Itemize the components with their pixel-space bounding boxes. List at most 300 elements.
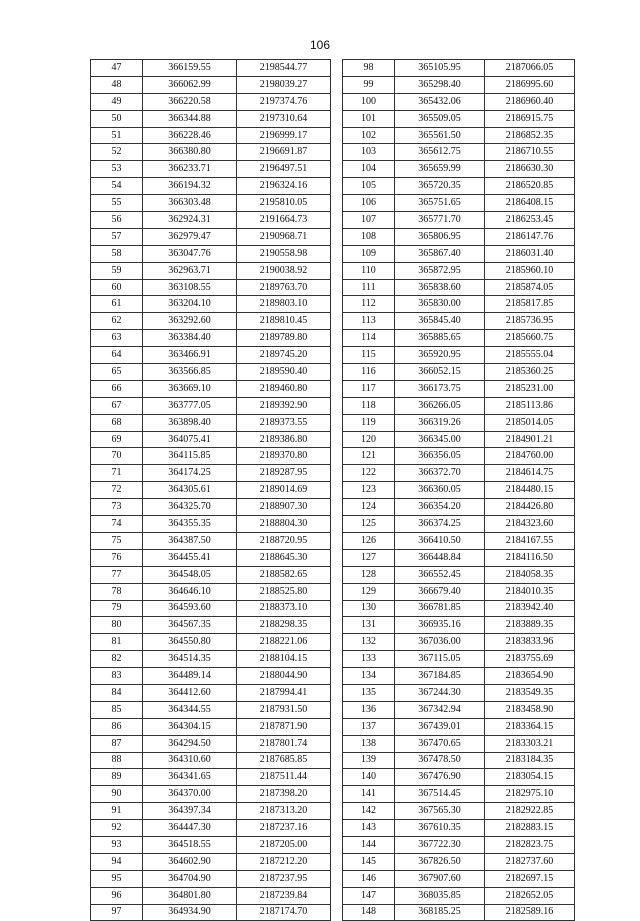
x-coordinate-cell: 365298.40 [395,76,485,93]
point-number-cell: 142 [343,803,395,820]
x-coordinate-cell: 365885.65 [395,330,485,347]
x-coordinate-cell: 363898.40 [143,414,237,431]
x-coordinate-cell: 367439.01 [395,718,485,735]
table-row [343,431,575,448]
point-number-cell: 148 [343,904,395,921]
y-coordinate-cell: 2188645.30 [237,549,331,566]
y-coordinate-cell: 2187398.20 [237,786,331,803]
y-coordinate-cell: 2182697.15 [485,870,575,887]
x-coordinate-cell: 366266.05 [395,397,485,414]
point-number-cell: 53 [91,161,143,178]
x-coordinate-cell: 364934.90 [143,904,237,921]
x-coordinate-cell: 366356.05 [395,448,485,465]
table-row [91,566,331,583]
x-coordinate-cell: 366159.55 [143,60,237,77]
point-number-cell: 129 [343,583,395,600]
point-number-cell: 80 [91,617,143,634]
table-row [91,549,331,566]
point-number-cell: 114 [343,330,395,347]
x-coordinate-cell: 364294.50 [143,735,237,752]
point-number-cell: 88 [91,752,143,769]
table-row [343,60,575,77]
x-coordinate-cell: 365509.05 [395,110,485,127]
point-number-cell: 82 [91,651,143,668]
x-coordinate-cell: 367476.90 [395,769,485,786]
y-coordinate-cell: 2189789.80 [237,330,331,347]
table-row [91,414,331,431]
y-coordinate-cell: 2183184.35 [485,752,575,769]
table-row [343,76,575,93]
x-coordinate-cell: 368035.85 [395,887,485,904]
table-row [343,262,575,279]
table-row [91,668,331,685]
y-coordinate-cell: 2182883.15 [485,820,575,837]
table-row [91,904,331,921]
table-row [343,465,575,482]
y-coordinate-cell: 2187931.50 [237,701,331,718]
y-coordinate-cell: 2185817.85 [485,296,575,313]
table-row [91,516,331,533]
point-number-cell: 101 [343,110,395,127]
table-row [343,853,575,870]
page-number: 106 [309,38,331,52]
point-number-cell: 106 [343,195,395,212]
point-number-cell: 147 [343,887,395,904]
point-number-cell: 94 [91,853,143,870]
y-coordinate-cell: 2188044.90 [237,668,331,685]
x-coordinate-cell: 364355.35 [143,516,237,533]
x-coordinate-cell: 366448.84 [395,549,485,566]
table-row [343,870,575,887]
table-row [343,684,575,701]
table-row [343,228,575,245]
point-number-cell: 140 [343,769,395,786]
point-number-cell: 109 [343,245,395,262]
y-coordinate-cell: 2190558.98 [237,245,331,262]
coordinates-table-right [342,59,575,921]
y-coordinate-cell: 2189803.10 [237,296,331,313]
point-number-cell: 86 [91,718,143,735]
table-row [343,516,575,533]
y-coordinate-cell: 2186253.45 [485,212,575,229]
y-coordinate-cell: 2184614.75 [485,465,575,482]
table-row [343,786,575,803]
y-coordinate-cell: 2187237.16 [237,820,331,837]
table-row [343,752,575,769]
point-number-cell: 120 [343,431,395,448]
y-coordinate-cell: 2188582.65 [237,566,331,583]
table-row [91,262,331,279]
x-coordinate-cell: 365806.95 [395,228,485,245]
y-coordinate-cell: 2184058.35 [485,566,575,583]
table-row [91,617,331,634]
y-coordinate-cell: 2189370.80 [237,448,331,465]
point-number-cell: 96 [91,887,143,904]
table-row [91,347,331,364]
point-number-cell: 91 [91,803,143,820]
table-row [343,448,575,465]
y-coordinate-cell: 2189392.90 [237,397,331,414]
point-number-cell: 83 [91,668,143,685]
x-coordinate-cell: 364115.85 [143,448,237,465]
table-row [343,313,575,330]
x-coordinate-cell: 368185.25 [395,904,485,921]
x-coordinate-cell: 366372.70 [395,465,485,482]
point-number-cell: 87 [91,735,143,752]
table-row [343,701,575,718]
table-row [91,634,331,651]
table-row [343,566,575,583]
y-coordinate-cell: 2187237.95 [237,870,331,887]
y-coordinate-cell: 2189386.80 [237,431,331,448]
y-coordinate-cell: 2185113.86 [485,397,575,414]
x-coordinate-cell: 366062.99 [143,76,237,93]
y-coordinate-cell: 2188525.80 [237,583,331,600]
x-coordinate-cell: 363047.76 [143,245,237,262]
table-row [91,836,331,853]
x-coordinate-cell: 366781.85 [395,600,485,617]
y-coordinate-cell: 2184901.21 [485,431,575,448]
y-coordinate-cell: 2187174.70 [237,904,331,921]
x-coordinate-cell: 366345.00 [395,431,485,448]
point-number-cell: 113 [343,313,395,330]
table-row [343,144,575,161]
x-coordinate-cell: 366303.48 [143,195,237,212]
y-coordinate-cell: 2184480.15 [485,482,575,499]
point-number-cell: 68 [91,414,143,431]
table-row [91,887,331,904]
point-number-cell: 69 [91,431,143,448]
x-coordinate-cell: 365720.35 [395,178,485,195]
y-coordinate-cell: 2185960.10 [485,262,575,279]
point-number-cell: 57 [91,228,143,245]
point-number-cell: 56 [91,212,143,229]
table-row [91,583,331,600]
table-row [343,617,575,634]
point-number-cell: 143 [343,820,395,837]
point-number-cell: 108 [343,228,395,245]
y-coordinate-cell: 2187685.85 [237,752,331,769]
point-number-cell: 126 [343,532,395,549]
table-row [91,431,331,448]
x-coordinate-cell: 364548.05 [143,566,237,583]
point-number-cell: 66 [91,380,143,397]
table-row [91,195,331,212]
table-row [343,161,575,178]
point-number-cell: 115 [343,347,395,364]
y-coordinate-cell: 2182823.75 [485,836,575,853]
x-coordinate-cell: 367036.00 [395,634,485,651]
y-coordinate-cell: 2198544.77 [237,60,331,77]
table-row [343,634,575,651]
y-coordinate-cell: 2187239.84 [237,887,331,904]
y-coordinate-cell: 2186147.76 [485,228,575,245]
point-number-cell: 123 [343,482,395,499]
x-coordinate-cell: 365920.95 [395,347,485,364]
x-coordinate-cell: 364602.90 [143,853,237,870]
y-coordinate-cell: 2187511.44 [237,769,331,786]
table-row [91,76,331,93]
table-row [91,364,331,381]
y-coordinate-cell: 2188373.10 [237,600,331,617]
y-coordinate-cell: 2182922.85 [485,803,575,820]
y-coordinate-cell: 2185555.04 [485,347,575,364]
y-coordinate-cell: 2187212.20 [237,853,331,870]
x-coordinate-cell: 364325.70 [143,499,237,516]
x-coordinate-cell: 364304.15 [143,718,237,735]
x-coordinate-cell: 365612.75 [395,144,485,161]
table-row [91,752,331,769]
table-row [91,313,331,330]
point-number-cell: 59 [91,262,143,279]
table-row [343,803,575,820]
y-coordinate-cell: 2187871.90 [237,718,331,735]
x-coordinate-cell: 364646.10 [143,583,237,600]
table-row [91,330,331,347]
y-coordinate-cell: 2186995.60 [485,76,575,93]
table-row [91,684,331,701]
y-coordinate-cell: 2189590.40 [237,364,331,381]
x-coordinate-cell: 367342.94 [395,701,485,718]
point-number-cell: 90 [91,786,143,803]
y-coordinate-cell: 2183303.21 [485,735,575,752]
y-coordinate-cell: 2189460.80 [237,380,331,397]
point-number-cell: 138 [343,735,395,752]
y-coordinate-cell: 2188804.30 [237,516,331,533]
y-coordinate-cell: 2186408.15 [485,195,575,212]
y-coordinate-cell: 2183889.35 [485,617,575,634]
x-coordinate-cell: 367244.30 [395,684,485,701]
x-coordinate-cell: 365872.95 [395,262,485,279]
x-coordinate-cell: 364447.30 [143,820,237,837]
point-number-cell: 48 [91,76,143,93]
table-row [343,668,575,685]
x-coordinate-cell: 364801.80 [143,887,237,904]
x-coordinate-cell: 367184.85 [395,668,485,685]
point-number-cell: 125 [343,516,395,533]
x-coordinate-cell: 364341.65 [143,769,237,786]
table-row [343,330,575,347]
point-number-cell: 139 [343,752,395,769]
point-number-cell: 99 [343,76,395,93]
x-coordinate-cell: 364310.60 [143,752,237,769]
table-row [91,245,331,262]
point-number-cell: 117 [343,380,395,397]
table-row [343,279,575,296]
point-number-cell: 49 [91,93,143,110]
y-coordinate-cell: 2183054.15 [485,769,575,786]
x-coordinate-cell: 366173.75 [395,380,485,397]
y-coordinate-cell: 2186915.75 [485,110,575,127]
point-number-cell: 64 [91,347,143,364]
y-coordinate-cell: 2186852.35 [485,127,575,144]
point-number-cell: 92 [91,820,143,837]
y-coordinate-cell: 2187313.20 [237,803,331,820]
x-coordinate-cell: 367907.60 [395,870,485,887]
point-number-cell: 77 [91,566,143,583]
point-number-cell: 102 [343,127,395,144]
point-number-cell: 97 [91,904,143,921]
table-row [343,397,575,414]
point-number-cell: 79 [91,600,143,617]
x-coordinate-cell: 363204.10 [143,296,237,313]
x-coordinate-cell: 364344.55 [143,701,237,718]
x-coordinate-cell: 362979.47 [143,228,237,245]
x-coordinate-cell: 365867.40 [395,245,485,262]
table-row [343,347,575,364]
table-body [343,60,575,921]
point-number-cell: 107 [343,212,395,229]
x-coordinate-cell: 366319.26 [395,414,485,431]
y-coordinate-cell: 2183549.35 [485,684,575,701]
x-coordinate-cell: 364489.14 [143,668,237,685]
x-coordinate-cell: 363566.85 [143,364,237,381]
y-coordinate-cell: 2188298.35 [237,617,331,634]
x-coordinate-cell: 365432.06 [395,93,485,110]
table-row [91,465,331,482]
y-coordinate-cell: 2183458.90 [485,701,575,718]
y-coordinate-cell: 2183364.15 [485,718,575,735]
table-row [91,178,331,195]
y-coordinate-cell: 2189014.69 [237,482,331,499]
y-coordinate-cell: 2186520.85 [485,178,575,195]
y-coordinate-cell: 2186960.40 [485,93,575,110]
table-row [343,212,575,229]
table-row [91,296,331,313]
point-number-cell: 51 [91,127,143,144]
x-coordinate-cell: 365771.70 [395,212,485,229]
x-coordinate-cell: 367115.05 [395,651,485,668]
table-row [91,110,331,127]
x-coordinate-cell: 366194.32 [143,178,237,195]
table-row [91,228,331,245]
point-number-cell: 78 [91,583,143,600]
y-coordinate-cell: 2196324.16 [237,178,331,195]
point-number-cell: 89 [91,769,143,786]
y-coordinate-cell: 2185736.95 [485,313,575,330]
point-number-cell: 136 [343,701,395,718]
point-number-cell: 118 [343,397,395,414]
x-coordinate-cell: 364387.50 [143,532,237,549]
table-row [343,820,575,837]
y-coordinate-cell: 2187801.74 [237,735,331,752]
x-coordinate-cell: 363466.91 [143,347,237,364]
table-row [343,499,575,516]
point-number-cell: 50 [91,110,143,127]
point-number-cell: 122 [343,465,395,482]
table-row [343,482,575,499]
point-number-cell: 116 [343,364,395,381]
x-coordinate-cell: 366052.15 [395,364,485,381]
x-coordinate-cell: 363292.60 [143,313,237,330]
y-coordinate-cell: 2196999.17 [237,127,331,144]
table-row [343,110,575,127]
x-coordinate-cell: 367826.50 [395,853,485,870]
table-row [343,549,575,566]
x-coordinate-cell: 363108.55 [143,279,237,296]
coordinates-table-left [90,59,331,921]
x-coordinate-cell: 366374.25 [395,516,485,533]
point-number-cell: 85 [91,701,143,718]
y-coordinate-cell: 2182737.60 [485,853,575,870]
table-row [343,364,575,381]
table-row [91,60,331,77]
point-number-cell: 62 [91,313,143,330]
table-row [343,178,575,195]
x-coordinate-cell: 366935.16 [395,617,485,634]
point-number-cell: 55 [91,195,143,212]
point-number-cell: 133 [343,651,395,668]
point-number-cell: 63 [91,330,143,347]
y-coordinate-cell: 2187205.00 [237,836,331,853]
x-coordinate-cell: 365659.99 [395,161,485,178]
table-row [91,718,331,735]
y-coordinate-cell: 2189810.45 [237,313,331,330]
point-number-cell: 124 [343,499,395,516]
point-number-cell: 127 [343,549,395,566]
y-coordinate-cell: 2186031.40 [485,245,575,262]
table-row [343,380,575,397]
point-number-cell: 110 [343,262,395,279]
table-row [343,532,575,549]
y-coordinate-cell: 2183833.96 [485,634,575,651]
x-coordinate-cell: 364593.60 [143,600,237,617]
x-coordinate-cell: 367722.30 [395,836,485,853]
y-coordinate-cell: 2182975.10 [485,786,575,803]
x-coordinate-cell: 367478.50 [395,752,485,769]
y-coordinate-cell: 2190968.71 [237,228,331,245]
y-coordinate-cell: 2184323.60 [485,516,575,533]
point-number-cell: 146 [343,870,395,887]
x-coordinate-cell: 364412.60 [143,684,237,701]
x-coordinate-cell: 364514.35 [143,651,237,668]
point-number-cell: 84 [91,684,143,701]
x-coordinate-cell: 364455.41 [143,549,237,566]
table-row [91,786,331,803]
x-coordinate-cell: 366344.88 [143,110,237,127]
table-row [91,820,331,837]
table-row [343,127,575,144]
y-coordinate-cell: 2185014.05 [485,414,575,431]
table-row [91,212,331,229]
point-number-cell: 135 [343,684,395,701]
point-number-cell: 72 [91,482,143,499]
table-row [91,803,331,820]
y-coordinate-cell: 2188720.95 [237,532,331,549]
table-row [91,853,331,870]
x-coordinate-cell: 364075.41 [143,431,237,448]
point-number-cell: 74 [91,516,143,533]
x-coordinate-cell: 367610.35 [395,820,485,837]
x-coordinate-cell: 364567.35 [143,617,237,634]
x-coordinate-cell: 366220.58 [143,93,237,110]
table-row [91,448,331,465]
x-coordinate-cell: 366233.71 [143,161,237,178]
x-coordinate-cell: 364397.34 [143,803,237,820]
y-coordinate-cell: 2184116.50 [485,549,575,566]
y-coordinate-cell: 2197374.76 [237,93,331,110]
x-coordinate-cell: 364518.55 [143,836,237,853]
x-coordinate-cell: 364370.00 [143,786,237,803]
point-number-cell: 73 [91,499,143,516]
table-row [343,600,575,617]
y-coordinate-cell: 2184760.00 [485,448,575,465]
x-coordinate-cell: 365838.60 [395,279,485,296]
table-row [343,583,575,600]
table-row [343,195,575,212]
point-number-cell: 134 [343,668,395,685]
y-coordinate-cell: 2186630.30 [485,161,575,178]
